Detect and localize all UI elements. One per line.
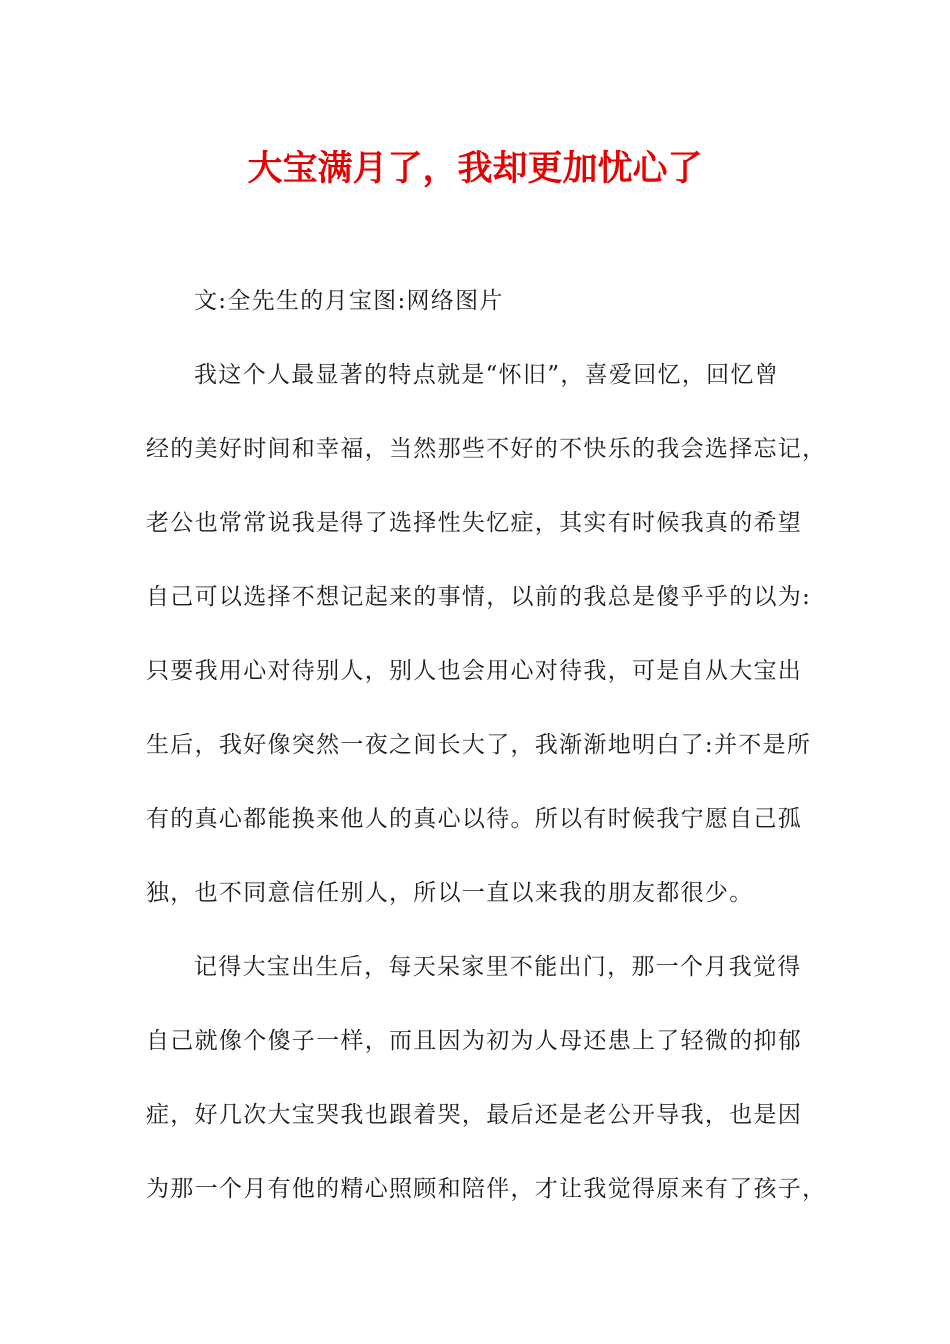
paragraph-line: 症，好几次大宝哭我也跟着哭，最后还是老公开导我，也是因 <box>146 1102 803 1128</box>
paragraph-line: 为那一个月有他的精心照顾和陪伴，才让我觉得原来有了孩子， <box>146 1176 827 1202</box>
paragraph-line: 自己可以选择不想记起来的事情，以前的我总是傻乎乎的以为: <box>146 584 812 610</box>
document-body <box>146 281 827 1243</box>
byline: 文:全先生的月宝图:网络图片 <box>194 288 504 314</box>
paragraph-line: 生后，我好像突然一夜之间长大了，我渐渐地明白了:并不是所 <box>146 732 812 758</box>
paragraph-line: 记得大宝出生后，每天呆家里不能出门，那一个月我觉得 <box>194 954 802 980</box>
paragraph-1 <box>146 355 827 947</box>
paragraph-line: 只要我用心对待别人，别人也会用心对待我，可是自从大宝出 <box>146 658 803 684</box>
paragraph-line: 自己就像个傻子一样，而且因为初为人母还患上了轻微的抑郁 <box>146 1028 803 1054</box>
paragraph-line: 有的真心都能换来他人的真心以待。所以有时候我宁愿自己孤 <box>146 806 803 832</box>
paragraph-line: 老公也常常说我是得了选择性失忆症，其实有时候我真的希望 <box>146 510 803 536</box>
paragraph-2 <box>146 947 827 1243</box>
paragraph-line: 我这个人最显著的特点就是“怀旧”，喜爱回忆，回忆曾 <box>194 362 780 388</box>
document-title: 大宝满月了，我却更加忧心了 <box>247 149 703 189</box>
paragraph-line: 独，也不同意信任别人，所以一直以来我的朋友都很少。 <box>146 880 754 906</box>
paragraph-line: 经的美好时间和幸福，当然那些不好的不快乐的我会选择忘记， <box>146 436 827 462</box>
